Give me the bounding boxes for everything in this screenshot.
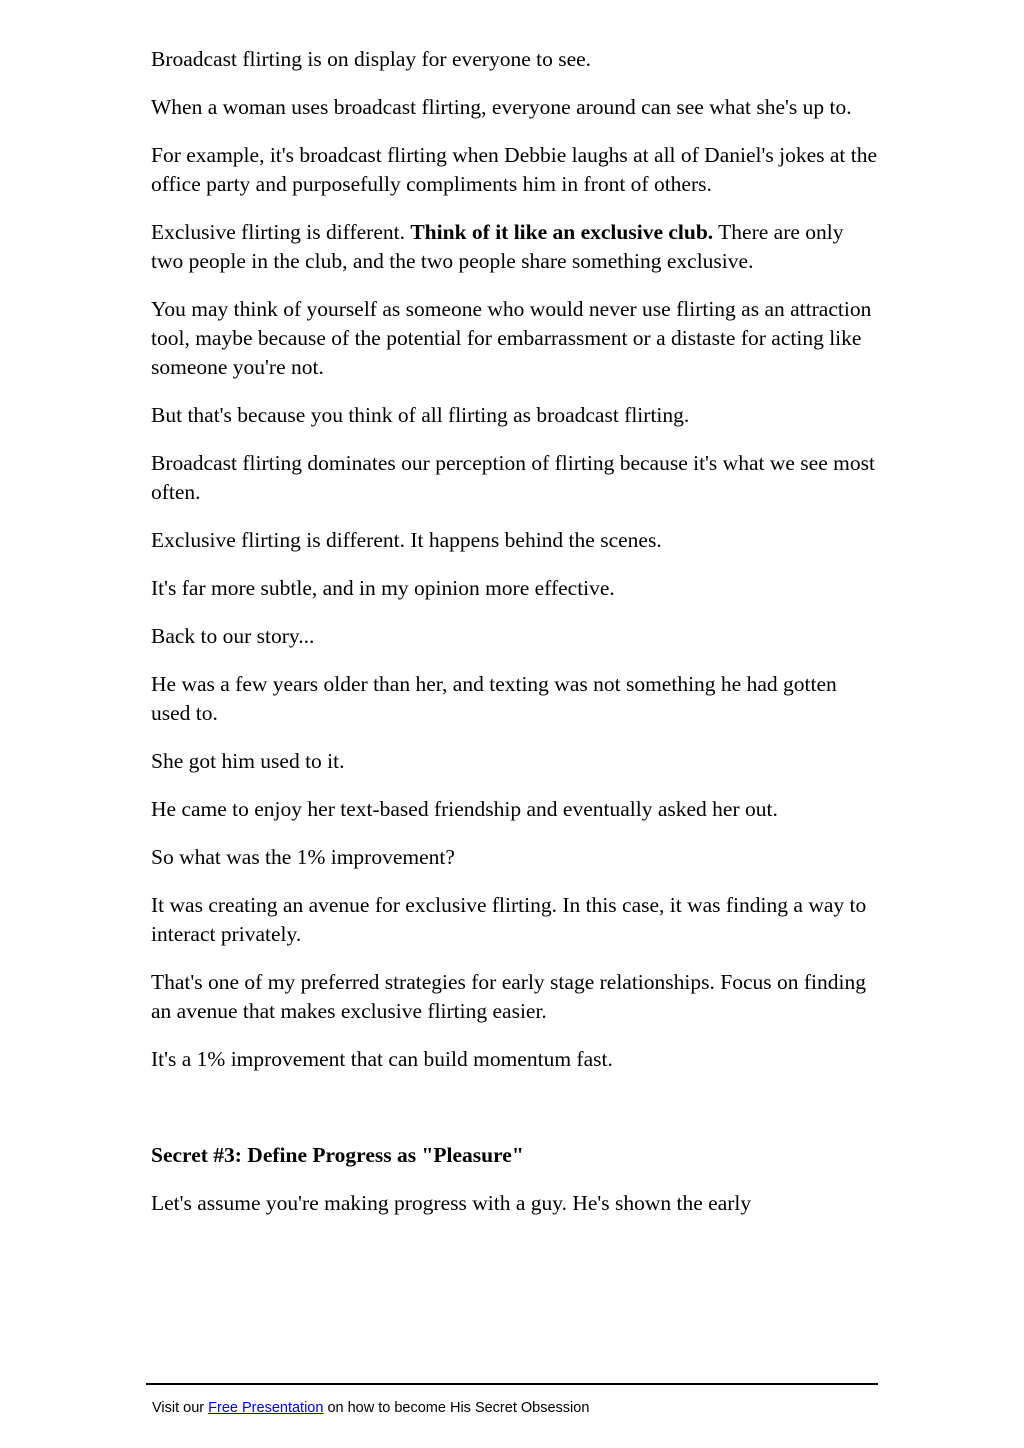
paragraph: Exclusive flirting is different. It happens behind the scenes. bbox=[151, 528, 662, 552]
paragraph-exclusive-club bbox=[151, 218, 881, 276]
paragraph-text: There are only two people in the club, and the two people share something exclusive. bbox=[151, 220, 844, 273]
paragraph: That's one of my preferred strategies for early stage relationships. Focus on finding an avenue that makes exclusive flirting easier. bbox=[151, 970, 866, 1023]
free-presentation-link[interactable]: Free Presentation bbox=[208, 1400, 324, 1416]
paragraph: But that's because you think of all flirting as broadcast flirting. bbox=[151, 403, 690, 427]
footer-text: on how to become His Secret Obsession bbox=[323, 1400, 590, 1416]
paragraph: You may think of yourself as someone who would never use flirting as an attraction tool, maybe because of the potential for embarrassment or a distaste for acting like someone you're not. bbox=[151, 297, 872, 379]
paragraph: He came to enjoy her text-based friendship and eventually asked her out. bbox=[151, 797, 778, 821]
paragraph: It was creating an avenue for exclusive flirting. In this case, it was finding a way to interact privately. bbox=[151, 893, 867, 946]
paragraph: Broadcast flirting dominates our perception of flirting because it's what we see most often. bbox=[151, 451, 875, 504]
paragraph-text: Exclusive flirting is different. bbox=[151, 220, 411, 244]
document-body bbox=[151, 45, 881, 1237]
paragraph: He was a few years older than her, and texting was not something he had gotten used to. bbox=[151, 672, 837, 725]
paragraph: It's a 1% improvement that can build momentum fast. bbox=[151, 1047, 613, 1071]
bold-phrase: Think of it like an exclusive club. bbox=[410, 220, 714, 244]
paragraph: So what was the 1% improvement? bbox=[151, 845, 455, 869]
paragraph: When a woman uses broadcast flirting, everyone around can see what she's up to. bbox=[151, 95, 852, 119]
paragraph: Back to our story... bbox=[151, 624, 315, 648]
section-heading: Secret #3: Define Progress as "Pleasure" bbox=[151, 1143, 524, 1167]
section-paragraph: Let's assume you're making progress with a guy. He's shown the early bbox=[151, 1191, 752, 1215]
footer-text: Visit our bbox=[152, 1400, 209, 1416]
paragraph: She got him used to it. bbox=[151, 749, 345, 773]
page-footer bbox=[152, 1398, 589, 1418]
paragraph: Broadcast flirting is on display for everyone to see. bbox=[151, 47, 592, 71]
paragraph: For example, it's broadcast flirting when Debbie laughs at all of Daniel's jokes at the office party and purposefully compliments him in front of others. bbox=[151, 143, 878, 196]
paragraph: It's far more subtle, and in my opinion more effective. bbox=[151, 576, 615, 600]
footer-divider bbox=[146, 1383, 878, 1385]
